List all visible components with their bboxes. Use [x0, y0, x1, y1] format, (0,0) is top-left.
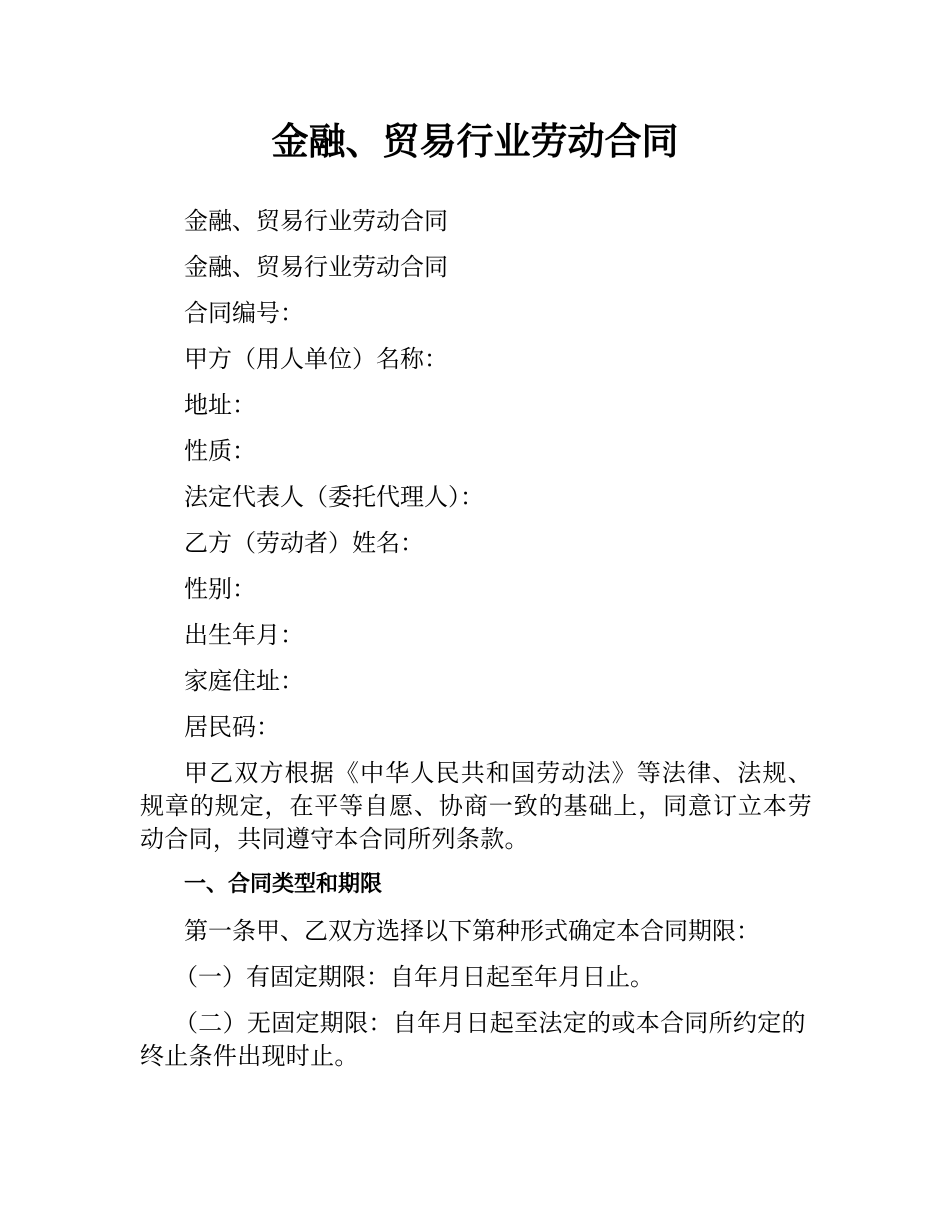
- home-address-field: 家庭住址：: [184, 667, 304, 695]
- subtitle-line-1: 金融、贸易行业劳动合同: [184, 207, 448, 235]
- document-body: [140, 198, 812, 1073]
- legal-representative-field: 法定代表人（委托代理人）：: [184, 483, 484, 511]
- contract-number-field: 合同编号：: [184, 299, 304, 327]
- term-option-open-ended: （二）无固定期限：自年月日起至法定的或本合同所约定的终止条件出现时止。: [140, 1009, 806, 1070]
- term-option-fixed: （一）有固定期限：自年月日起至年月日止。: [174, 963, 654, 991]
- subtitle-line-2: 金融、贸易行业劳动合同: [184, 253, 448, 281]
- birth-date-field: 出生年月：: [184, 621, 304, 649]
- party-a-nature-field: 性质：: [184, 437, 256, 465]
- party-b-name-field: 乙方（劳动者）姓名：: [184, 529, 424, 557]
- document-title: 金融、贸易行业劳动合同: [271, 120, 679, 163]
- resident-code-field: 居民码：: [184, 713, 280, 741]
- intro-paragraph: 甲乙双方根据《中华人民共和国劳动法》等法律、法规、规章的规定，在平等自愿、协商一致的基础上，同意订立本劳动合同，共同遵守本合同所列条款。: [140, 759, 812, 853]
- gender-field: 性别：: [184, 575, 256, 603]
- section-heading: 一、合同类型和期限: [184, 872, 383, 897]
- article-1: 第一条甲、乙双方选择以下第种形式确定本合同期限：: [184, 917, 760, 945]
- party-a-address-field: 地址：: [184, 391, 256, 419]
- party-a-name-field: 甲方（用人单位）名称：: [184, 345, 448, 373]
